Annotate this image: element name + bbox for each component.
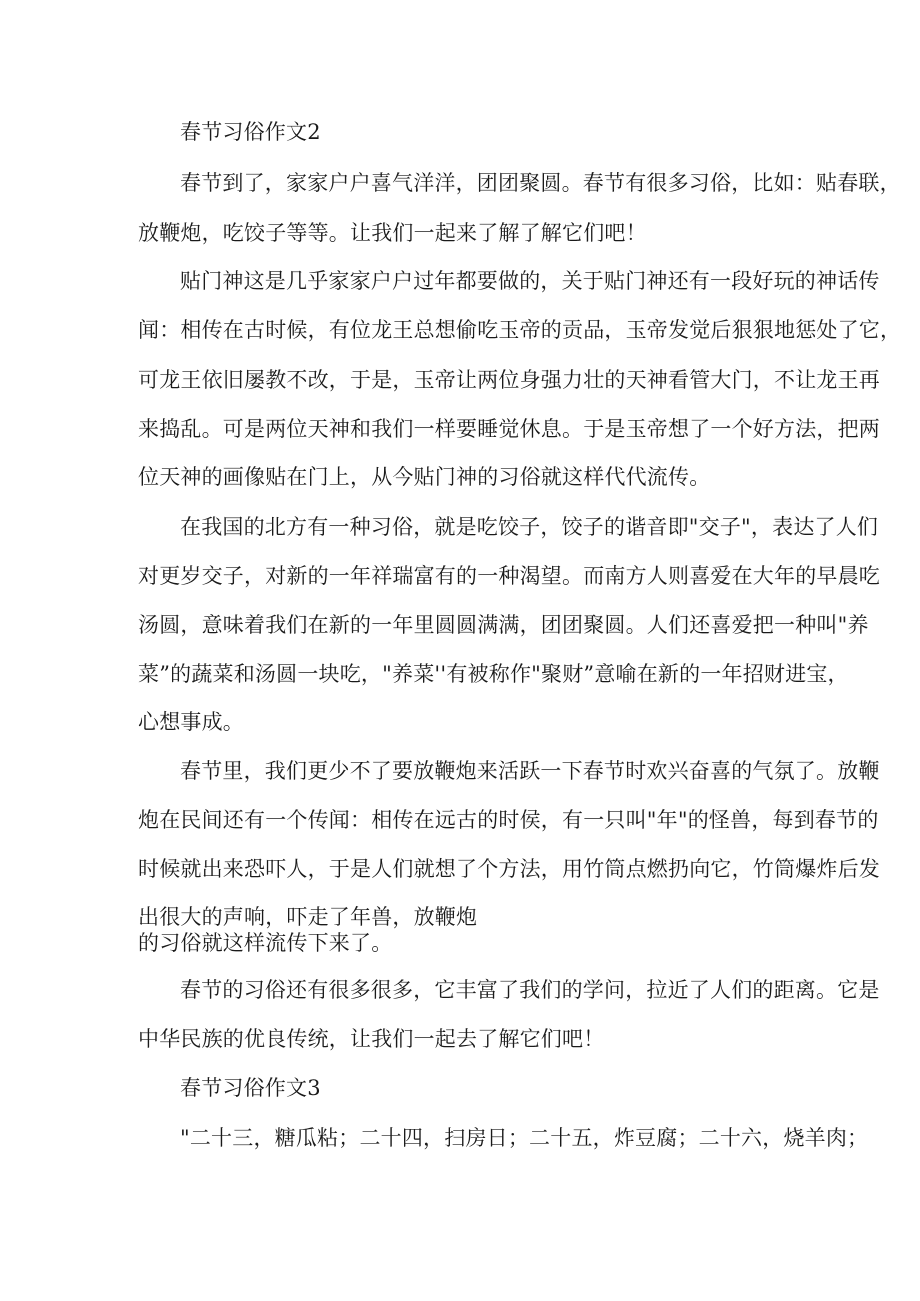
paragraph-line: 心想事成。 — [138, 710, 244, 734]
paragraph-line: 来捣乱。可是两位天神和我们一样要睡觉休息。于是玉帝想了一个好方法，把两 — [138, 417, 880, 441]
paragraph-line: 对更岁交子，对新的一年祥瑞富有的一种渴望。而南方人则喜爱在大年的早晨吃 — [138, 564, 880, 588]
paragraph-line: 汤圆，意味着我们在新的一年里圆圆满满，团团聚圆。人们还喜爱把一种叫"养 — [138, 613, 869, 637]
paragraph-line: "二十三，糖瓜粘；二十四，扫房日；二十五，炸豆腐；二十六，烧羊肉； — [180, 1126, 869, 1150]
paragraph-line: 的习俗就这样流传下来了。 — [138, 931, 393, 955]
paragraph-line: 贴门神这是几乎家家户户过年都要做的，关于贴门神还有一段好玩的神话传 — [180, 269, 880, 293]
paragraph-line: 位天神的画像贴在门上，从今贴门神的习俗就这样代代流传。 — [138, 465, 711, 489]
paragraph-line: 可龙王依旧屡教不改，于是，玉帝让两位身强力壮的天神看管大门，不让龙王再 — [138, 368, 880, 392]
section-title: 春节习俗作文3 — [180, 1076, 321, 1100]
paragraph-line: 菜”的蔬菜和汤圆一块吃，"养菜''有被称作"聚财”意喻在新的一年招财进宝， — [138, 662, 849, 686]
paragraph-line: 炮在民间还有一个传闻：相传在远古的时侯，有一只叫"年"的怪兽，每到春节的 — [138, 808, 879, 832]
paragraph-line: 春节的习俗还有很多很多，它丰富了我们的学问，拉近了人们的距离。它是 — [180, 978, 880, 1002]
paragraph-line: 在我国的北方有一种习俗，就是吃饺子，饺子的谐音即"交子"，表达了人们 — [180, 515, 879, 539]
paragraph-line: 放鞭炮，吃饺子等等。让我们一起来了解了解它们吧！ — [138, 221, 647, 245]
paragraph-line: 闻：相传在古时候，有位龙王总想偷吃玉帝的贡品，玉帝发觉后狠狠地惩处了它， — [138, 318, 902, 342]
paragraph-line: 中华民族的优良传统，让我们一起去了解它们吧！ — [138, 1027, 605, 1051]
paragraph-line: 春节里，我们更少不了要放鞭炮来活跃一下春节时欢兴奋喜的气氛了。放鞭 — [180, 759, 880, 783]
paragraph-line: 出很大的声响，吓走了年兽，放鞭炮 — [138, 905, 478, 929]
section-title: 春节习俗作文2 — [180, 120, 321, 144]
paragraph-line: 时候就出来恐吓人，于是人们就想了个方法，用竹筒点燃扔向它，竹筒爆炸后发 — [138, 857, 880, 881]
paragraph-line: 春节到了，家家户户喜气洋洋，团团聚圆。春节有很多习俗，比如：贴春联， — [180, 171, 901, 195]
